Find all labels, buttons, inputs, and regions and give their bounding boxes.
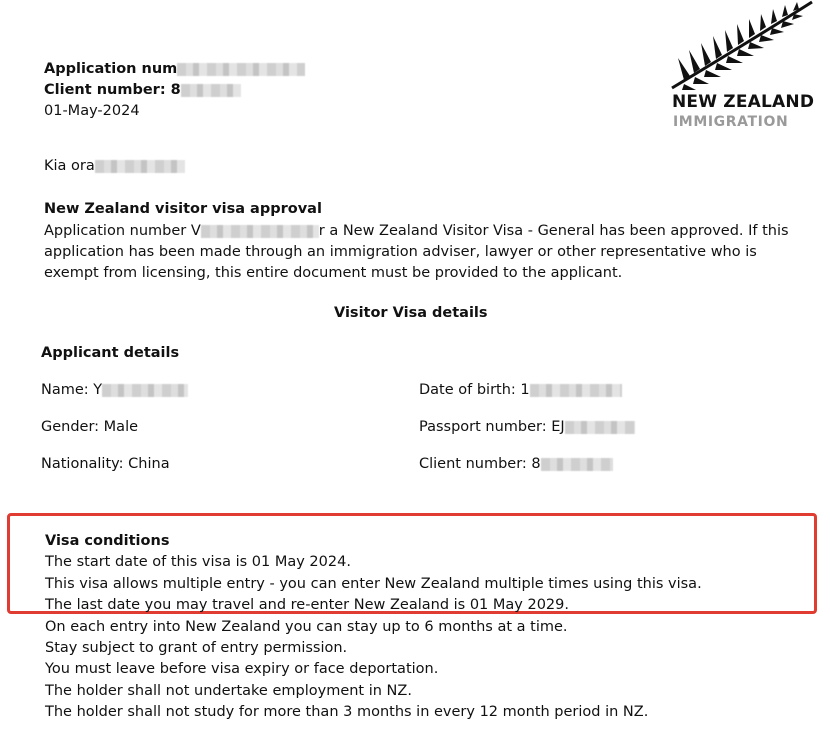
date-of-birth-label: Date of birth: 1 <box>419 382 530 398</box>
approval-line-1-start: Application number V <box>44 223 201 239</box>
applicant-name <box>41 382 188 398</box>
nationality: Nationality: China <box>41 456 170 472</box>
greeting <box>44 158 185 174</box>
passport-number-label: Passport number: EJ <box>419 419 565 435</box>
approval-line-2: application has been made through an immigration adviser, lawyer or other representative who is <box>44 244 757 260</box>
logo-title: NEW ZEALAND <box>672 92 815 112</box>
logo-subtitle: IMMIGRATION <box>673 114 789 130</box>
redacted-recipient-name <box>95 160 185 173</box>
condition-line: Stay subject to grant of entry permission. <box>45 640 348 657</box>
gender: Gender: Male <box>41 419 139 435</box>
condition-line: The last date you may travel and re-enter New Zealand is 01 May 2029. <box>45 597 569 614</box>
visa-conditions <box>45 531 702 724</box>
applicant-client-number-label: Client number: 8 <box>419 456 541 472</box>
nz-immigration-logo <box>662 0 822 134</box>
redacted-applicant-client-number <box>541 458 613 471</box>
date-of-birth <box>419 382 622 398</box>
greeting-text: Kia ora <box>44 158 95 174</box>
redacted-name <box>102 384 188 397</box>
applicant-client-number <box>419 456 613 472</box>
approval-line-1-end: r a New Zealand Visitor Visa - General has been approved. If this <box>318 223 789 239</box>
condition-line: On each entry into New Zealand you can stay up to 6 months at a time. <box>45 618 568 635</box>
passport-number <box>419 419 635 435</box>
client-number <box>44 82 241 98</box>
approval-heading: New Zealand visitor visa approval <box>44 201 322 217</box>
client-number-label: Client number: 8 <box>44 82 181 98</box>
redacted-application-id <box>201 225 319 238</box>
redacted-date-of-birth <box>530 384 622 397</box>
application-number-label: Application num <box>44 61 178 77</box>
redacted-application-number <box>177 63 305 76</box>
letter-date: 01-May-2024 <box>44 103 140 119</box>
condition-line: The holder shall not undertake employment in NZ. <box>45 682 412 699</box>
section-title: Visitor Visa details <box>334 305 488 321</box>
redacted-client-number <box>181 84 241 97</box>
visa-conditions-heading: Visa conditions <box>45 533 170 549</box>
condition-line: This visa allows multiple entry - you can enter New Zealand multiple times using this visa. <box>45 575 702 592</box>
condition-line: The start date of this visa is 01 May 2024. <box>45 554 351 571</box>
approval-line-1 <box>44 221 789 242</box>
application-number <box>44 61 305 77</box>
approval-line-3: exempt from licensing, this entire document must be provided to the applicant. <box>44 265 623 281</box>
redacted-passport-number <box>565 421 635 434</box>
condition-line: You must leave before visa expiry or face deportation. <box>45 661 439 678</box>
silver-fern-icon <box>662 0 822 92</box>
applicant-name-label: Name: Y <box>41 382 103 398</box>
condition-line: The holder shall not study for more than 3 months in every 12 month period in NZ. <box>45 704 649 721</box>
approval-paragraph <box>44 221 789 284</box>
applicant-details-heading: Applicant details <box>41 345 180 361</box>
